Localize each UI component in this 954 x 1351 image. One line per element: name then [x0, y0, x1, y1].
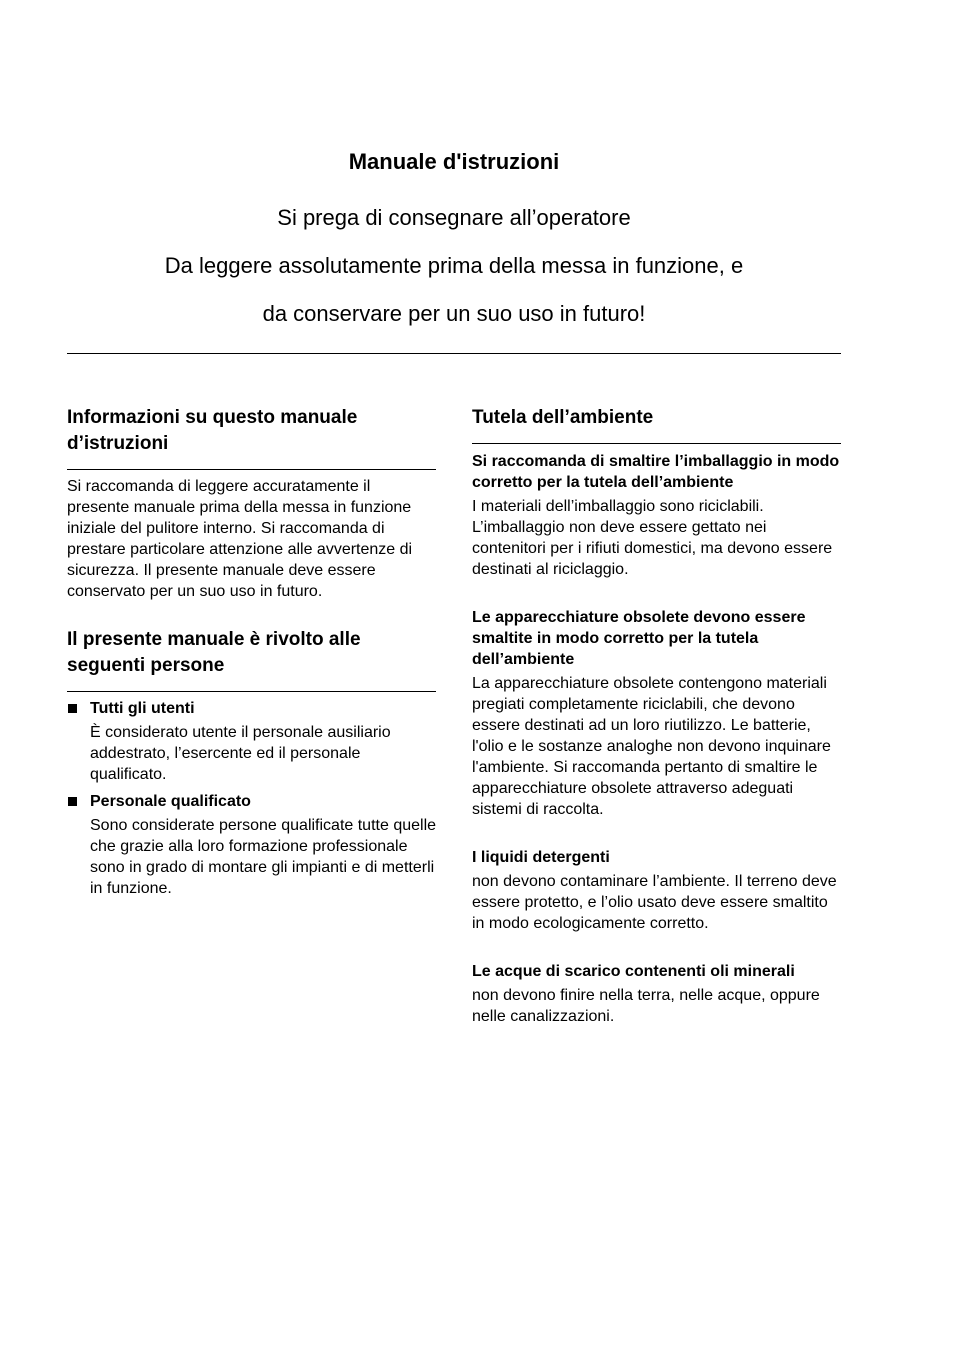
detergents-block — [472, 847, 841, 934]
packaging-title: Si raccomanda di smaltire l’imballaggio in modo corretto per la tutela dell’ambiente — [472, 453, 840, 491]
list-item — [67, 791, 436, 899]
waste-water-block — [472, 961, 841, 1027]
detergents-text: non devono contaminare l’ambiente. Il terreno deve essere protetto, e l’olio usato deve essere smaltito in modo ecologicamente corretto. — [472, 873, 837, 932]
right-column — [472, 405, 841, 1027]
obsolete-equipment-text: La apparecchiature obsolete contengono materiali pregiati completamente riciclabili, che devono essere destinati ad un loro riutilizzo. Le batterie, l'olio e le sostanze analoghe non devono inquinare l'ambiente. Si raccomanda pertanto di smaltire le apparecchiature obsolete attraverso adeguati sistemi di raccolta. — [472, 675, 831, 818]
header-line-1: Si prega di consegnare all’operatore — [277, 205, 631, 230]
list-item-title: Personale qualificato — [90, 793, 251, 810]
environment-heading: Tutela dell’ambiente — [472, 405, 841, 444]
header-line-3: da conservare per un suo uso in futuro! — [262, 301, 646, 326]
manual-info-section — [67, 405, 436, 602]
header-line-2: Da leggere assolutamente prima della messa in funzione, e — [164, 253, 744, 278]
packaging-text: I materiali dell’imballaggio sono riciclabili. L’imballaggio non deve essere gettato nei contenitori per i rifiuti domestici, ma devono essere destinati al riciclaggio. — [472, 498, 833, 578]
document-header — [0, 146, 908, 338]
manual-info-heading: Informazioni su questo manuale d’istruzioni — [67, 405, 436, 470]
manual-info-text: Si raccomanda di leggere accuratamente il presente manuale prima della messa in funzione iniziale del pulitore interno. Si raccomanda di prestare particolare attenzione alle avvertenze di sicurezza. Il presente manuale deve essere conservato per un suo uso in futuro. — [67, 478, 413, 600]
obsolete-equipment-title: Le apparecchiature obsolete devono essere smaltite in modo corretto per la tutela dell’ambiente — [472, 609, 806, 668]
audience-list — [67, 698, 436, 899]
list-item-title: Tutti gli utenti — [90, 700, 195, 717]
left-column — [67, 405, 436, 905]
detergents-title: I liquidi detergenti — [472, 849, 610, 866]
audience-section — [67, 627, 436, 899]
waste-water-text: non devono finire nella terra, nelle acque, oppure nelle canalizzazioni. — [472, 987, 820, 1025]
obsolete-equipment-block — [472, 607, 841, 820]
audience-heading: Il presente manuale è rivolto alle seguenti persone — [67, 627, 436, 692]
header-divider — [67, 353, 841, 354]
square-bullet-icon — [68, 797, 77, 806]
list-item-text: È considerato utente il personale ausiliario addestrato, l’esercente ed il personale qualificato. — [90, 724, 391, 783]
square-bullet-icon — [68, 704, 77, 713]
list-item — [67, 698, 436, 785]
document-title: Manuale d'istruzioni — [348, 149, 560, 174]
list-item-text: Sono considerate persone qualificate tutte quelle che grazie alla loro formazione professionale sono in grado di montare gli impianti e di metterli in funzione. — [90, 817, 437, 897]
waste-water-title: Le acque di scarico contenenti oli minerali — [472, 963, 795, 980]
packaging-block — [472, 451, 841, 580]
